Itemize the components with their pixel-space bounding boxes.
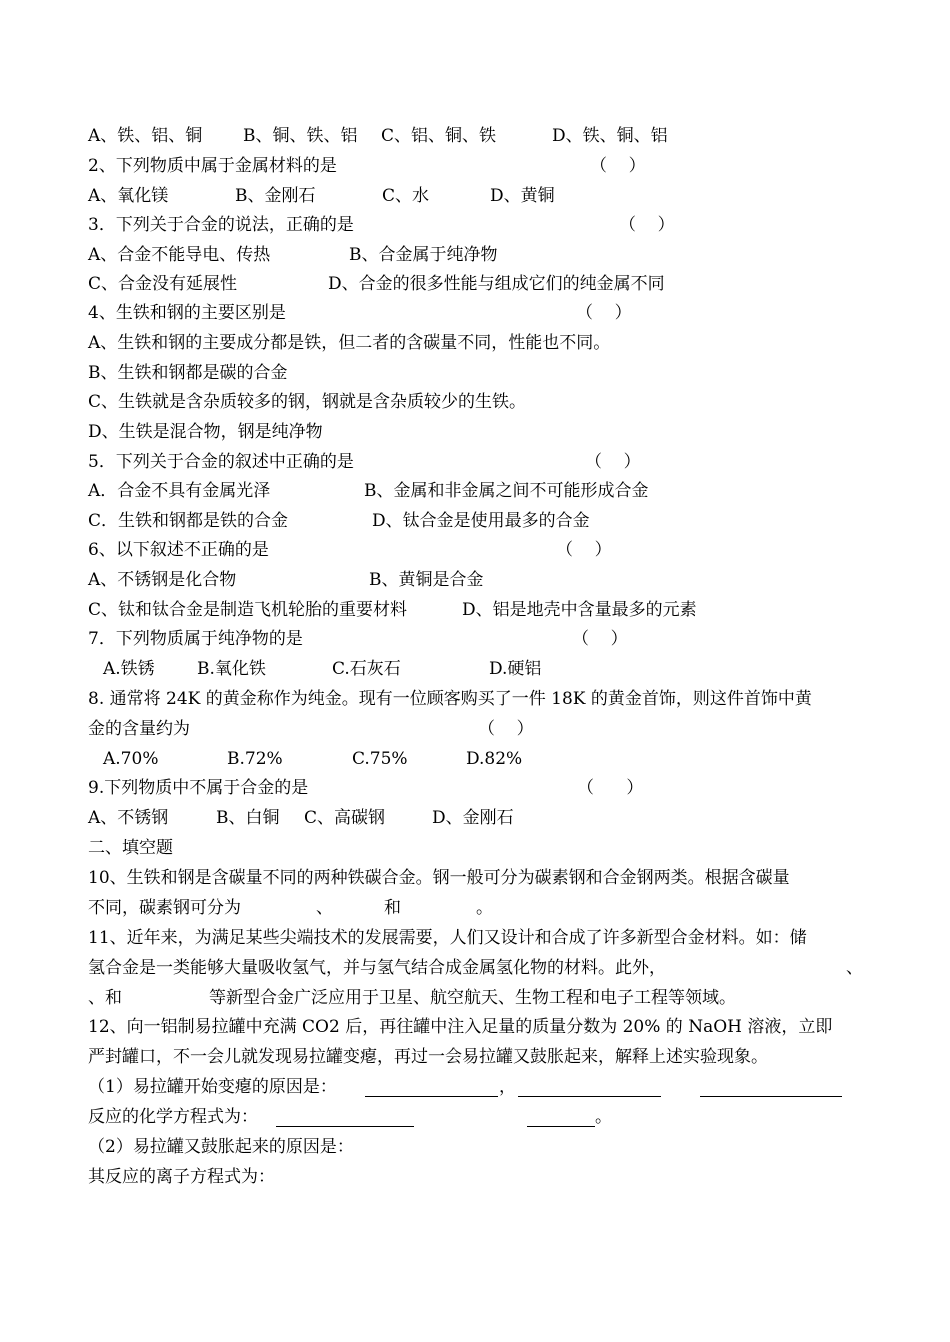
option-d: D、铝是地壳中含量最多的元素 <box>462 600 697 620</box>
question-text: 11、近年来，为满足某些尖端技术的发展需要，人们又设计和合成了许多新型合金材料。如：储 <box>88 928 807 948</box>
question-text: 9.下列物质中不属于合金的是 <box>88 778 309 798</box>
blank-separator: 、 <box>316 898 333 918</box>
q6-options-cd <box>88 595 868 625</box>
q12-line2 <box>88 1042 868 1072</box>
q9-stem <box>88 773 868 803</box>
answer-bracket: （ ） <box>585 452 641 472</box>
question-text: 7．下列物质属于纯净物的是 <box>88 629 303 649</box>
option-c: C、水 <box>382 186 430 206</box>
question-text: 反应的化学方程式为： <box>88 1107 258 1127</box>
option-c: C、合金没有延展性 <box>88 274 238 294</box>
q9-options <box>88 803 868 833</box>
q3-options-ab <box>88 240 868 270</box>
option-d: D、铁、铜、铝 <box>552 126 668 146</box>
q12-part2 <box>88 1132 868 1162</box>
question-text: 其反应的离子方程式为： <box>88 1167 275 1187</box>
option-c: C、铝、铜、铁 <box>381 126 497 146</box>
answer-bracket: （ ） <box>576 303 632 323</box>
section-title: 二、填空题 <box>88 838 173 858</box>
option-d: D、合金的很多性能与组成它们的纯金属不同 <box>328 274 665 294</box>
blank-separator: 、 <box>846 958 863 978</box>
answer-blank[interactable] <box>365 1078 498 1097</box>
option-c: C.75% <box>352 749 408 769</box>
q12-equation <box>88 1102 868 1132</box>
question-text: 2、下列物质中属于金属材料的是 <box>88 156 337 176</box>
question-text: 3．下列关于合金的说法，正确的是 <box>88 215 354 235</box>
q12-line1 <box>88 1012 868 1042</box>
option-a: A.铁锈 <box>103 659 155 679</box>
option-c: C.石灰石 <box>332 659 401 679</box>
answer-blank[interactable] <box>518 1078 661 1097</box>
option-b: B、白铜 <box>216 808 280 828</box>
question-text: 等新型合金广泛应用于卫星、航空航天、生物工程和电子工程等领域。 <box>209 988 736 1008</box>
q1-options <box>88 121 868 151</box>
option-a: A．合金不具有金属光泽 <box>88 481 271 501</box>
question-text: 10、生铁和钢是含碳量不同的两种铁碳合金。钢一般可分为碳素钢和合金钢两类。根据含碳量 <box>88 868 790 888</box>
option-b: B、生铁和钢都是碳的合金 <box>88 363 288 383</box>
blank-separator: ， <box>499 1077 516 1097</box>
q8-stem-line1 <box>88 684 868 714</box>
section-heading <box>88 833 868 863</box>
q5-options-ab <box>88 476 868 506</box>
q10-line1 <box>88 863 868 893</box>
option-b: B.氧化铁 <box>197 659 266 679</box>
q4-option-a <box>88 328 868 358</box>
answer-bracket: （ ） <box>556 540 612 560</box>
option-d: D、钛合金是使用最多的合金 <box>372 511 590 531</box>
option-b: B.72% <box>227 749 283 769</box>
q3-stem <box>88 210 868 240</box>
question-text: 6、以下叙述不正确的是 <box>88 540 269 560</box>
answer-blank[interactable] <box>700 1078 842 1097</box>
question-text: （1）易拉罐开始变瘪的原因是： <box>88 1077 337 1097</box>
q2-stem <box>88 151 868 181</box>
question-text: 氢合金是一类能够大量吸收氢气，并与氢气结合成金属氢化物的材料。此外， <box>88 958 666 978</box>
option-a: A、合金不能导电、传热 <box>88 245 271 265</box>
question-text: 4、生铁和钢的主要区别是 <box>88 303 286 323</box>
q8-stem-line2 <box>88 714 868 744</box>
question-text: 金的含量约为 <box>88 719 190 739</box>
q11-line3 <box>88 983 868 1013</box>
option-c: C、钛和钛合金是制造飞机轮胎的重要材料 <box>88 600 408 620</box>
answer-bracket: （ ） <box>590 156 646 176</box>
answer-bracket: （ ） <box>577 778 644 798</box>
q5-stem <box>88 447 868 477</box>
option-a: A、氧化镁 <box>88 186 169 206</box>
option-c: C．生铁和钢都是铁的合金 <box>88 511 289 531</box>
option-b: B、金刚石 <box>235 186 316 206</box>
q6-stem <box>88 535 868 565</box>
q7-options <box>88 654 868 684</box>
sentence-end: 。 <box>595 1107 612 1127</box>
question-text: （2）易拉罐又鼓胀起来的原因是： <box>88 1137 354 1157</box>
option-b: B、铜、铁、铝 <box>243 126 358 146</box>
option-d: D.82% <box>466 749 523 769</box>
blank-separator: 、和 <box>88 988 122 1008</box>
option-d: D、黄铜 <box>490 186 555 206</box>
q4-option-b <box>88 358 868 388</box>
option-a: A、不锈钢 <box>88 808 169 828</box>
q6-options-ab <box>88 565 868 595</box>
question-text: 不同，碳素钢可分为 <box>88 898 241 918</box>
blank-separator: 和 <box>384 898 401 918</box>
answer-blank[interactable] <box>527 1108 595 1127</box>
option-b: B、合金属于纯净物 <box>349 245 498 265</box>
option-a: A、生铁和钢的主要成分都是铁，但二者的含碳量不同，性能也不同。 <box>88 333 611 353</box>
option-c: C、高碳钢 <box>304 808 386 828</box>
option-b: B、金属和非金属之间不可能形成合金 <box>364 481 649 501</box>
option-b: B、黄铜是合金 <box>369 570 484 590</box>
answer-bracket: （ ） <box>572 629 628 649</box>
option-a: A、不锈钢是化合物 <box>88 570 237 590</box>
answer-bracket: （ ） <box>478 719 534 739</box>
option-a: A.70% <box>103 749 159 769</box>
q3-options-cd <box>88 269 868 299</box>
sentence-end: 。 <box>476 898 493 918</box>
q7-stem <box>88 624 868 654</box>
option-d: D、金刚石 <box>432 808 514 828</box>
q2-options <box>88 181 868 211</box>
question-text: 8. 通常将 24K 的黄金称作为纯金。现有一位顾客购买了一件 18K 的黄金首饰，则这件首饰中黄 <box>88 689 812 709</box>
q5-options-cd <box>88 506 868 536</box>
option-d: D、生铁是混合物，钢是纯净物 <box>88 422 323 442</box>
q4-option-c <box>88 387 868 417</box>
q11-line2 <box>88 953 868 983</box>
q8-options <box>88 744 868 774</box>
answer-bracket: （ ） <box>619 215 675 235</box>
q12-ion-equation <box>88 1162 868 1192</box>
q10-line2 <box>88 893 868 923</box>
q12-part1 <box>88 1072 868 1102</box>
option-d: D.硬铝 <box>489 659 542 679</box>
question-text: 严封罐口，不一会儿就发现易拉罐变瘪，再过一会易拉罐又鼓胀起来，解释上述实验现象。 <box>88 1047 768 1067</box>
q11-line1 <box>88 923 868 953</box>
option-c: C、生铁就是含杂质较多的钢，钢就是含杂质较少的生铁。 <box>88 392 527 412</box>
q4-option-d <box>88 417 868 447</box>
answer-blank[interactable] <box>276 1108 414 1127</box>
option-a: A、铁、铝、铜 <box>88 126 203 146</box>
question-text: 12、向一铝制易拉罐中充满 CO2 后，再往罐中注入足量的质量分数为 20% 的 NaOH 溶液，立即 <box>88 1017 833 1037</box>
q4-stem <box>88 298 868 328</box>
question-text: 5．下列关于合金的叙述中正确的是 <box>88 452 354 472</box>
